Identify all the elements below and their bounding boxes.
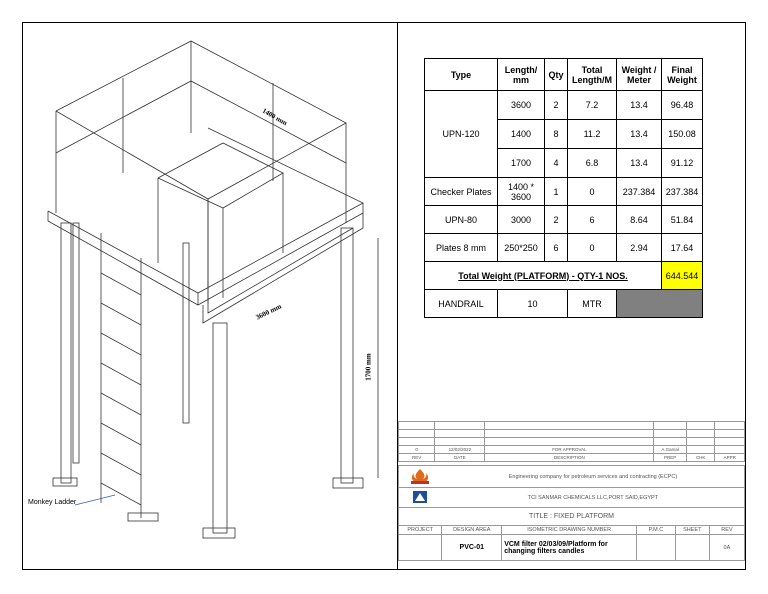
table-cell: Checker Plates [425,178,498,206]
dimension-top-label: 1400 mm [260,106,289,128]
table-cell: 0 [568,234,617,262]
platform-sketch [23,23,397,569]
isometric-drawing [23,23,397,569]
header-qty: Qty [545,59,568,91]
header-length: Length/ mm [498,59,545,91]
header-total-length: Total Length/M [568,59,617,91]
prep-label: PREP [654,454,687,462]
table-cell: 51.84 [662,206,703,234]
table-cell: 250*250 [498,234,545,262]
drawing-title: TITLE : FIXED PLATFORM [399,508,745,526]
table-cell: 1400 * 3600 [498,178,545,206]
table-cell: 8 [545,120,568,149]
table-cell: 6 [568,206,617,234]
title-block [398,465,745,561]
table-cell: 10 [498,290,568,318]
header-weight-meter: Weight / Meter [617,59,662,91]
chk-label: CHK [686,454,714,462]
table-cell: 2.94 [617,234,662,262]
dimension-height-label: 1700 mm [364,353,373,381]
appr-label: APPR [715,454,745,462]
table-row [425,206,703,234]
table-cell: 2 [545,91,568,120]
table-cell: UPN-80 [425,206,498,234]
table-cell: 1700 [498,149,545,178]
table-cell: HANDRAIL [425,290,498,318]
prep-value: A.Gamal [654,446,687,454]
table-cell: 8.64 [617,206,662,234]
header-final-weight: Final Weight [662,59,703,91]
dimension-front-label: 3600 mm [254,302,283,322]
table-cell: 0 [568,178,617,206]
table-cell: 4 [545,149,568,178]
iso-number-label: ISOMETRIC DRAWING NUMBER [502,526,637,535]
table-row [425,178,703,206]
description-value: FOR APPROVAL [485,446,654,454]
table-cell: 11.2 [568,120,617,149]
table-cell: 1 [545,178,568,206]
cell-upn120: UPN-120 [425,91,498,178]
total-row [425,262,703,290]
table-cell: 96.48 [662,91,703,120]
table-row [425,91,703,120]
weight-table [424,58,703,318]
date-label: DATE [435,454,485,462]
table-cell: Plates 8 mm [425,234,498,262]
ecpc-logo-icon [408,467,432,485]
header-type: Type [425,59,498,91]
ecpc-logo [399,466,442,488]
handrail-row [425,290,703,318]
rev-label-2: REV [709,526,744,535]
table-cell: 13.4 [617,91,662,120]
table-cell: 3600 [498,91,545,120]
drawing-number: VCM filter 02/03/09/Platform for changing filters candles [502,535,637,561]
table-cell: 1400 [498,120,545,149]
total-value: 644.544 [662,262,703,290]
table-cell: 6.8 [568,149,617,178]
table-cell: 3000 [498,206,545,234]
table-cell: 150.08 [662,120,703,149]
project-label: PROJECT [399,526,442,535]
table-cell: 7.2 [568,91,617,120]
table-cell: 6 [545,234,568,262]
monkey-ladder-callout: Monkey Ladder [28,499,77,506]
rev-label: REV [399,454,435,462]
pmc-label: P.M.C [637,526,676,535]
table-cell: 2 [545,206,568,234]
table-cell: 13.4 [617,149,662,178]
table-cell: 237.384 [617,178,662,206]
description-label: DESCRIPTION [485,454,654,462]
table-row [425,234,703,262]
company-name: Engineering company for petroleum services and contracting (ECPC) [442,466,745,488]
client-logo-icon [413,491,427,503]
total-label: Total Weight (PLATFORM) - QTY-1 NOS. [425,262,662,290]
design-area-value: PVC-01 [442,535,502,561]
design-area-label: DESIGN AREA [442,526,502,535]
rev-value: 0 [399,446,435,454]
grey-cell [617,290,703,318]
table-cell: 17.64 [662,234,703,262]
table-cell: MTR [568,290,617,318]
sheet-label: SHEET [675,526,709,535]
revision-block [398,421,745,462]
table-cell: 13.4 [617,120,662,149]
table-cell: 91.12 [662,149,703,178]
table-cell: 237.384 [662,178,703,206]
date-value: 12/02/2022 [435,446,485,454]
rev-value-2: 0A [709,535,744,561]
client-name: TCI SANMAR CHEMICALS LLC,PORT SAID,EGYPT [442,488,745,508]
client-logo [399,488,442,508]
